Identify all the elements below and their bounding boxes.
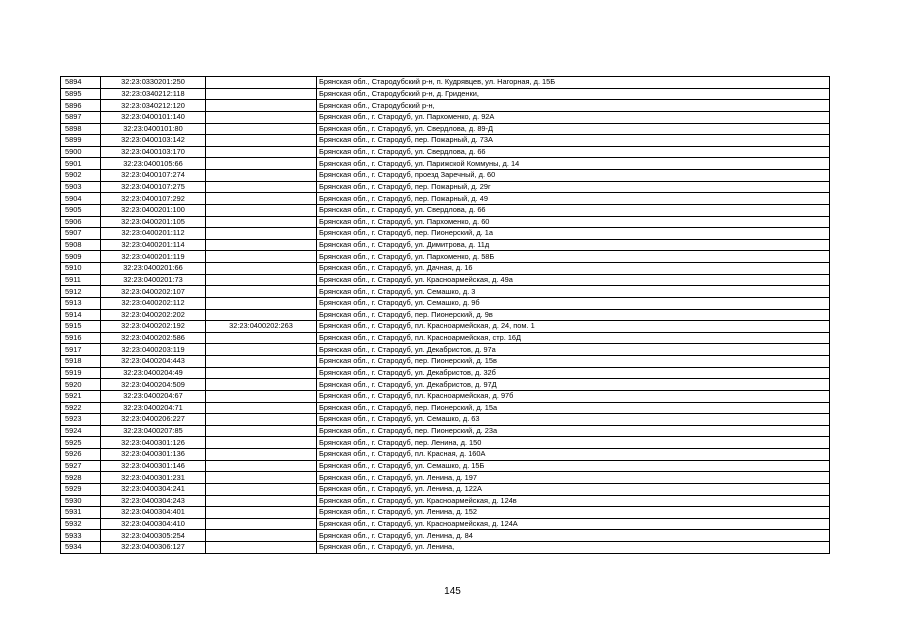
parent-cadastral-cell (206, 379, 317, 391)
parent-cadastral-cell (206, 309, 317, 321)
table-row (61, 483, 830, 495)
address-cell: Брянская обл., г. Стародуб, пл. Красноармейская, д. 97б (317, 390, 830, 402)
row-number-cell: 5901 (61, 158, 101, 170)
cadastral-number-cell: 32:23:0400304:241 (101, 483, 206, 495)
address-cell: Брянская обл., г. Стародуб, ул. Семашко, д. 3 (317, 286, 830, 298)
address-cell: Брянская обл., г. Стародуб, пер. Пионерский, д. 15в (317, 356, 830, 368)
cadastral-number-cell: 32:23:0340212:118 (101, 88, 206, 100)
table-row (61, 507, 830, 519)
address-cell: Брянская обл., г. Стародуб, ул. Красноармейская, д. 124А (317, 518, 830, 530)
row-number-cell: 5927 (61, 460, 101, 472)
address-cell: Брянская обл., г. Стародуб, пл. Красная, д. 160А (317, 449, 830, 461)
table-row (61, 228, 830, 240)
row-number-cell: 5904 (61, 193, 101, 205)
table-row (61, 286, 830, 298)
parent-cadastral-cell: 32:23:0400202:263 (206, 321, 317, 333)
address-cell: Брянская обл., г. Стародуб, ул. Дачная, д. 16 (317, 263, 830, 275)
cadastral-number-cell: 32:23:0400201:100 (101, 204, 206, 216)
cadastral-number-cell: 32:23:0400207:85 (101, 425, 206, 437)
address-cell: Брянская обл., г. Стародуб, ул. Семашко, д. 9б (317, 297, 830, 309)
table-row (61, 321, 830, 333)
cadastral-number-cell: 32:23:0330201:250 (101, 77, 206, 89)
cadastral-number-cell: 32:23:0400103:170 (101, 146, 206, 158)
parent-cadastral-cell (206, 518, 317, 530)
cadastral-number-cell: 32:23:0400201:73 (101, 274, 206, 286)
row-number-cell: 5903 (61, 181, 101, 193)
cadastral-number-cell: 32:23:0400201:66 (101, 263, 206, 275)
cadastral-number-cell: 32:23:0400202:192 (101, 321, 206, 333)
cadastral-number-cell: 32:23:0400204:443 (101, 356, 206, 368)
cadastral-table (60, 76, 830, 554)
table-row (61, 518, 830, 530)
table-row (61, 297, 830, 309)
cadastral-number-cell: 32:23:0400101:80 (101, 123, 206, 135)
cadastral-number-cell: 32:23:0400202:107 (101, 286, 206, 298)
address-cell: Брянская обл., г. Стародуб, пер. Пожарный, д. 29г (317, 181, 830, 193)
table-row (61, 367, 830, 379)
row-number-cell: 5923 (61, 414, 101, 426)
cadastral-number-cell: 32:23:0400202:586 (101, 332, 206, 344)
parent-cadastral-cell (206, 402, 317, 414)
parent-cadastral-cell (206, 507, 317, 519)
row-number-cell: 5905 (61, 204, 101, 216)
row-number-cell: 5897 (61, 111, 101, 123)
parent-cadastral-cell (206, 344, 317, 356)
table-row (61, 193, 830, 205)
address-cell: Брянская обл., Стародубский р-н, д. Гриденки, (317, 88, 830, 100)
address-cell: Брянская обл., г. Стародуб, пер. Пожарный, д. 73А (317, 135, 830, 147)
cadastral-number-cell: 32:23:0400306:127 (101, 542, 206, 554)
parent-cadastral-cell (206, 263, 317, 275)
row-number-cell: 5922 (61, 402, 101, 414)
table-row (61, 309, 830, 321)
row-number-cell: 5928 (61, 472, 101, 484)
cadastral-number-cell: 32:23:0400107:275 (101, 181, 206, 193)
address-cell: Брянская обл., г. Стародуб, ул. Димитрова, д. 11д (317, 239, 830, 251)
parent-cadastral-cell (206, 425, 317, 437)
cadastral-number-cell: 32:23:0400201:114 (101, 239, 206, 251)
table-row (61, 414, 830, 426)
row-number-cell: 5918 (61, 356, 101, 368)
cadastral-number-cell: 32:23:0340212:120 (101, 100, 206, 112)
cadastral-number-cell: 32:23:0400304:401 (101, 507, 206, 519)
address-cell: Брянская обл., Стародубский р-н, (317, 100, 830, 112)
address-cell: Брянская обл., г. Стародуб, ул. Пархоменко, д. 58Б (317, 251, 830, 263)
parent-cadastral-cell (206, 274, 317, 286)
parent-cadastral-cell (206, 414, 317, 426)
address-cell: Брянская обл., г. Стародуб, проезд Заречный, д. 60 (317, 170, 830, 182)
row-number-cell: 5896 (61, 100, 101, 112)
cadastral-number-cell: 32:23:0400204:509 (101, 379, 206, 391)
row-number-cell: 5900 (61, 146, 101, 158)
table-row (61, 390, 830, 402)
parent-cadastral-cell (206, 135, 317, 147)
address-cell: Брянская обл., г. Стародуб, пер. Пионерский, д. 15а (317, 402, 830, 414)
table-row (61, 239, 830, 251)
cadastral-number-cell: 32:23:0400301:136 (101, 449, 206, 461)
address-cell: Брянская обл., г. Стародуб, ул. Пархоменко, д. 60 (317, 216, 830, 228)
address-cell: Брянская обл., г. Стародуб, пер. Пионерский, д. 9в (317, 309, 830, 321)
table-row (61, 274, 830, 286)
table-row (61, 332, 830, 344)
table-row (61, 449, 830, 461)
row-number-cell: 5898 (61, 123, 101, 135)
parent-cadastral-cell (206, 216, 317, 228)
table-row (61, 77, 830, 89)
table-row (61, 216, 830, 228)
parent-cadastral-cell (206, 460, 317, 472)
cadastral-number-cell: 32:23:0400105:66 (101, 158, 206, 170)
table-row (61, 111, 830, 123)
row-number-cell: 5912 (61, 286, 101, 298)
row-number-cell: 5924 (61, 425, 101, 437)
parent-cadastral-cell (206, 228, 317, 240)
parent-cadastral-cell (206, 88, 317, 100)
address-cell: Брянская обл., г. Стародуб, ул. Ленина, д. 152 (317, 507, 830, 519)
row-number-cell: 5925 (61, 437, 101, 449)
row-number-cell: 5915 (61, 321, 101, 333)
address-cell: Брянская обл., г. Стародуб, пер. Пожарный, д. 49 (317, 193, 830, 205)
cadastral-number-cell: 32:23:0400301:126 (101, 437, 206, 449)
table-row (61, 146, 830, 158)
parent-cadastral-cell (206, 495, 317, 507)
table-row (61, 495, 830, 507)
parent-cadastral-cell (206, 111, 317, 123)
row-number-cell: 5909 (61, 251, 101, 263)
parent-cadastral-cell (206, 483, 317, 495)
cadastral-number-cell: 32:23:0400201:105 (101, 216, 206, 228)
address-cell: Брянская обл., г. Стародуб, ул. Свердлова, д. 89-Д (317, 123, 830, 135)
parent-cadastral-cell (206, 77, 317, 89)
parent-cadastral-cell (206, 100, 317, 112)
row-number-cell: 5932 (61, 518, 101, 530)
parent-cadastral-cell (206, 123, 317, 135)
parent-cadastral-cell (206, 449, 317, 461)
parent-cadastral-cell (206, 239, 317, 251)
row-number-cell: 5931 (61, 507, 101, 519)
parent-cadastral-cell (206, 297, 317, 309)
table-body (61, 77, 830, 554)
cadastral-number-cell: 32:23:0400107:274 (101, 170, 206, 182)
parent-cadastral-cell (206, 204, 317, 216)
row-number-cell: 5899 (61, 135, 101, 147)
cadastral-number-cell: 32:23:0400305:254 (101, 530, 206, 542)
address-cell: Брянская обл., г. Стародуб, ул. Свердлова, д. 66 (317, 204, 830, 216)
table-row (61, 425, 830, 437)
address-cell: Брянская обл., г. Стародуб, ул. Парижской Коммуны, д. 14 (317, 158, 830, 170)
row-number-cell: 5916 (61, 332, 101, 344)
address-cell: Брянская обл., г. Стародуб, пл. Красноармейская, стр. 16Д (317, 332, 830, 344)
table-row (61, 158, 830, 170)
cadastral-number-cell: 32:23:0400204:67 (101, 390, 206, 402)
cadastral-number-cell: 32:23:0400203:119 (101, 344, 206, 356)
cadastral-number-cell: 32:23:0400201:112 (101, 228, 206, 240)
table-row (61, 530, 830, 542)
row-number-cell: 5919 (61, 367, 101, 379)
cadastral-number-cell: 32:23:0400204:49 (101, 367, 206, 379)
row-number-cell: 5913 (61, 297, 101, 309)
address-cell: Брянская обл., г. Стародуб, ул. Свердлова, д. 66 (317, 146, 830, 158)
row-number-cell: 5917 (61, 344, 101, 356)
address-cell: Брянская обл., г. Стародуб, пл. Красноармейская, д. 24, пом. 1 (317, 321, 830, 333)
cadastral-number-cell: 32:23:0400201:119 (101, 251, 206, 263)
parent-cadastral-cell (206, 437, 317, 449)
table-row (61, 251, 830, 263)
table-row (61, 344, 830, 356)
address-cell: Брянская обл., г. Стародуб, пер. Пионерский, д. 23а (317, 425, 830, 437)
parent-cadastral-cell (206, 181, 317, 193)
address-cell: Брянская обл., г. Стародуб, ул. Семашко, д. 15Б (317, 460, 830, 472)
row-number-cell: 5920 (61, 379, 101, 391)
row-number-cell: 5908 (61, 239, 101, 251)
table-row (61, 437, 830, 449)
parent-cadastral-cell (206, 530, 317, 542)
cadastral-number-cell: 32:23:0400107:292 (101, 193, 206, 205)
table-row (61, 204, 830, 216)
table-row (61, 181, 830, 193)
address-cell: Брянская обл., г. Стародуб, ул. Декабристов, д. 97а (317, 344, 830, 356)
row-number-cell: 5895 (61, 88, 101, 100)
table-row (61, 472, 830, 484)
address-cell: Брянская обл., г. Стародуб, ул. Ленина, д. 122А (317, 483, 830, 495)
row-number-cell: 5921 (61, 390, 101, 402)
row-number-cell: 5902 (61, 170, 101, 182)
address-cell: Брянская обл., г. Стародуб, ул. Ленина, д. 84 (317, 530, 830, 542)
parent-cadastral-cell (206, 472, 317, 484)
row-number-cell: 5930 (61, 495, 101, 507)
cadastral-number-cell: 32:23:0400301:146 (101, 460, 206, 472)
parent-cadastral-cell (206, 251, 317, 263)
address-cell: Брянская обл., г. Стародуб, пер. Пионерский, д. 1а (317, 228, 830, 240)
table-row (61, 170, 830, 182)
table-row (61, 100, 830, 112)
row-number-cell: 5933 (61, 530, 101, 542)
parent-cadastral-cell (206, 286, 317, 298)
table-row (61, 356, 830, 368)
row-number-cell: 5906 (61, 216, 101, 228)
cadastral-number-cell: 32:23:0400204:71 (101, 402, 206, 414)
parent-cadastral-cell (206, 356, 317, 368)
row-number-cell: 5907 (61, 228, 101, 240)
address-cell: Брянская обл., г. Стародуб, ул. Семашко, д. 63 (317, 414, 830, 426)
address-cell: Брянская обл., г. Стародуб, ул. Декабристов, д. 97Д (317, 379, 830, 391)
cadastral-number-cell: 32:23:0400304:410 (101, 518, 206, 530)
row-number-cell: 5934 (61, 542, 101, 554)
parent-cadastral-cell (206, 390, 317, 402)
table-row (61, 402, 830, 414)
row-number-cell: 5911 (61, 274, 101, 286)
cadastral-number-cell: 32:23:0400301:231 (101, 472, 206, 484)
parent-cadastral-cell (206, 158, 317, 170)
address-cell: Брянская обл., г. Стародуб, ул. Ленина, (317, 542, 830, 554)
address-cell: Брянская обл., Стародубский р-н, п. Кудрявцев, ул. Нагорная, д. 15Б (317, 77, 830, 89)
parent-cadastral-cell (206, 170, 317, 182)
cadastral-number-cell: 32:23:0400101:140 (101, 111, 206, 123)
cadastral-number-cell: 32:23:0400206:227 (101, 414, 206, 426)
address-cell: Брянская обл., г. Стародуб, ул. Декабристов, д. 32б (317, 367, 830, 379)
address-cell: Брянская обл., г. Стародуб, ул. Красноармейская, д. 49а (317, 274, 830, 286)
table-row (61, 460, 830, 472)
address-cell: Брянская обл., г. Стародуб, ул. Ленина, д. 197 (317, 472, 830, 484)
row-number-cell: 5929 (61, 483, 101, 495)
parent-cadastral-cell (206, 146, 317, 158)
cadastral-number-cell: 32:23:0400202:202 (101, 309, 206, 321)
row-number-cell: 5914 (61, 309, 101, 321)
cadastral-number-cell: 32:23:0400304:243 (101, 495, 206, 507)
table-row (61, 123, 830, 135)
table-row (61, 379, 830, 391)
address-cell: Брянская обл., г. Стародуб, ул. Пархоменко, д. 92А (317, 111, 830, 123)
row-number-cell: 5894 (61, 77, 101, 89)
parent-cadastral-cell (206, 193, 317, 205)
row-number-cell: 5926 (61, 449, 101, 461)
cadastral-number-cell: 32:23:0400103:142 (101, 135, 206, 147)
table-row (61, 542, 830, 554)
parent-cadastral-cell (206, 332, 317, 344)
parent-cadastral-cell (206, 542, 317, 554)
page-number: 145 (444, 586, 461, 597)
table-row (61, 263, 830, 275)
cadastral-number-cell: 32:23:0400202:112 (101, 297, 206, 309)
table-row (61, 88, 830, 100)
parent-cadastral-cell (206, 367, 317, 379)
row-number-cell: 5910 (61, 263, 101, 275)
address-cell: Брянская обл., г. Стародуб, ул. Красноармейская, д. 124в (317, 495, 830, 507)
table-row (61, 135, 830, 147)
address-cell: Брянская обл., г. Стародуб, пер. Ленина, д. 150 (317, 437, 830, 449)
